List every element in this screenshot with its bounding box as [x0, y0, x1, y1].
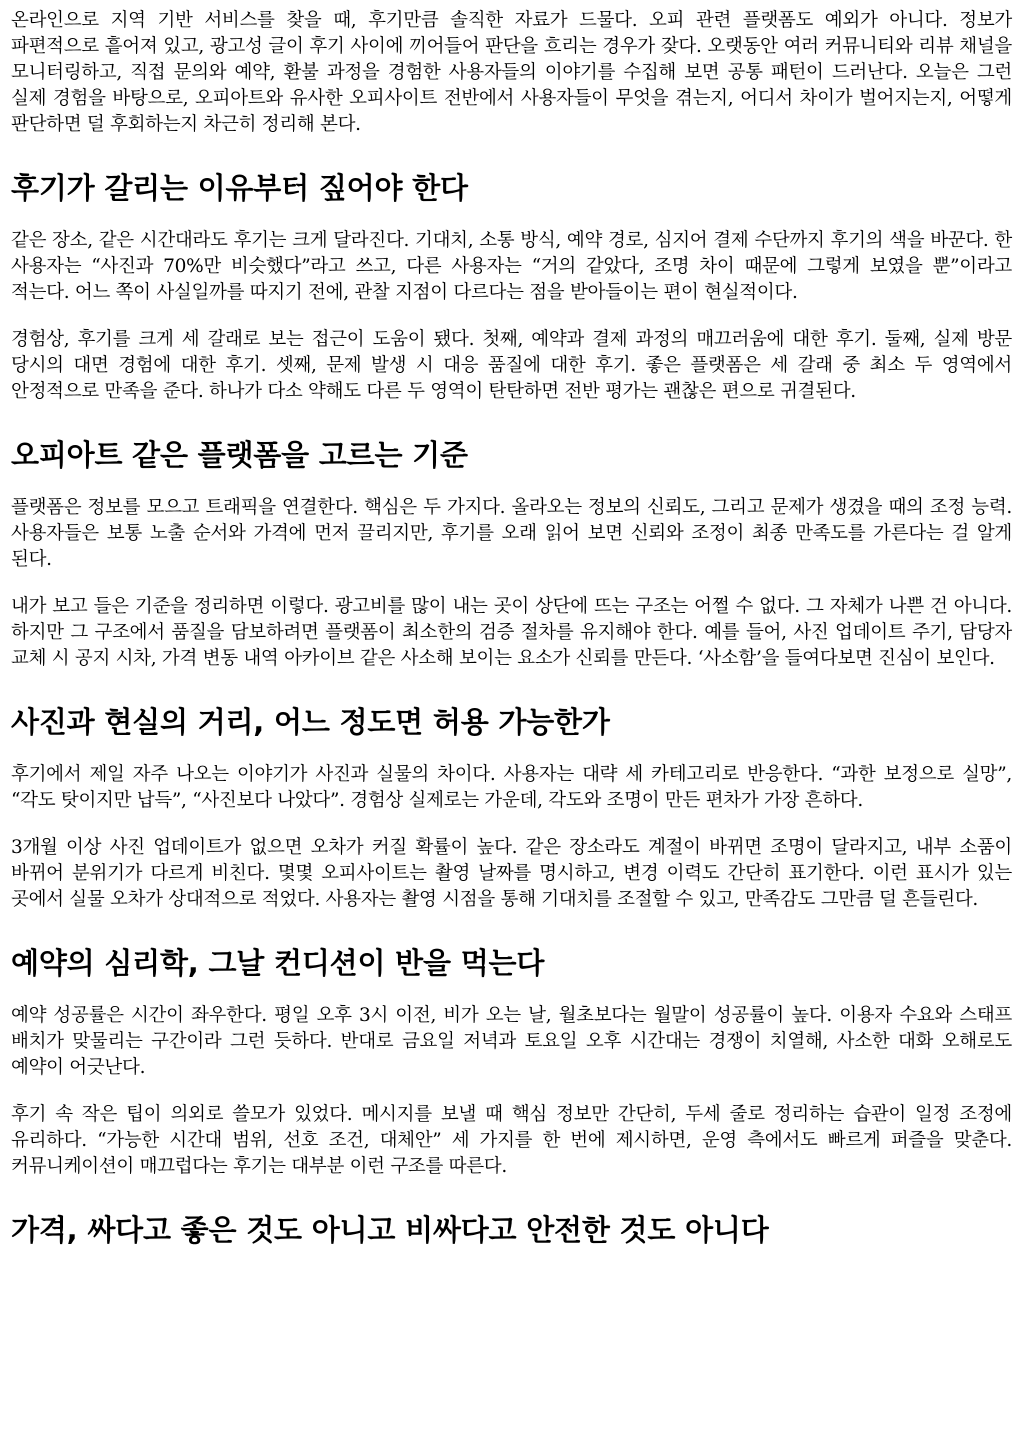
section-heading: 사진과 현실의 거리, 어느 정도면 허용 가능한가 — [11, 705, 610, 739]
body-paragraph: 후기에서 제일 자주 나오는 이야기가 사진과 실물의 차이다. 사용자는 대략 세 카테고리로 반응한다. “과한 보정으로 실망”, “각도 탓이지만 납득”, “사진보다 나았다”. 경험상 실제로는 가운데, 각도와 조명이 만든 편차가 가장 흔하다. — [11, 764, 1012, 811]
section-heading: 후기가 갈리는 이유부터 짚어야 한다 — [11, 171, 468, 205]
body-paragraph: 같은 장소, 같은 시간대라도 후기는 크게 달라진다. 기대치, 소통 방식, 예약 경로, 심지어 결제 수단까지 후기의 색을 바꾼다. 한 사용자는 “사진과 70%만 비슷했다”라고 쓰고, 다른 사용자는 “거의 같았다, 조명 차이 때문에 그렇게 보였을 뿐”이라고 적는다. 어느 쪽이 사실일까를 따지기 전에, 관찰 지점이 다르다는 점을 받아들이는 편이 현실적이다. — [11, 230, 1012, 303]
intro-paragraph: 온라인으로 지역 기반 서비스를 찾을 때, 후기만큼 솔직한 자료가 드물다. 오피 관련 플랫폼도 예외가 아니다. 정보가 파편적으로 흩어져 있고, 광고성 글이 후기 사이에 끼어들어 판단을 흐리는 경우가 잦다. 오랫동안 여러 커뮤니티와 리뷰 채널을 모니터링하고, 직접 문의와 예약, 환불 과정을 경험한 사용자들의 이야기를 수집해 보면 공통 패턴이 드러난다. 오늘은 그런 실제 경험을 바탕으로, 오피아트와 유사한 오피사이트 전반에서 사용자들이 무엇을 겪는지, 어디서 차이가 벌어지는지, 어떻게 판단하면 덜 후회하는지 차근히 정리해 본다. — [11, 10, 1012, 135]
section-heading: 가격, 싸다고 좋은 것도 아니고 비싸다고 안전한 것도 아니다 — [11, 1213, 769, 1247]
body-paragraph: 후기 속 작은 팁이 의외로 쓸모가 있었다. 메시지를 보낼 때 핵심 정보만 간단히, 두세 줄로 정리하는 습관이 일정 조정에 유리하다. “가능한 시간대 범위, 선호 조건, 대체안” 세 가지를 한 번에 제시하면, 운영 측에서도 빠르게 퍼즐을 맞춘다. 커뮤니케이션이 매끄럽다는 후기는 대부분 이런 구조를 따른다. — [11, 1104, 1012, 1177]
body-paragraph: 플랫폼은 정보를 모으고 트래픽을 연결한다. 핵심은 두 가지다. 올라오는 정보의 신뢰도, 그리고 문제가 생겼을 때의 조정 능력. 사용자들은 보통 노출 순서와 가격에 먼저 끌리지만, 후기를 오래 읽어 보면 신뢰와 조정이 최종 만족도를 가른다는 걸 알게 된다. — [11, 497, 1012, 570]
document-body — [11, 8, 1012, 1270]
body-paragraph: 경험상, 후기를 크게 세 갈래로 보는 접근이 도움이 됐다. 첫째, 예약과 결제 과정의 매끄러움에 대한 후기. 둘째, 실제 방문 당시의 대면 경험에 대한 후기. 셋째, 문제 발생 시 대응 품질에 대한 후기. 좋은 플랫폼은 세 갈래 중 최소 두 영역에서 안정적으로 만족을 준다. 하나가 다소 약해도 다른 두 영역이 탄탄하면 전반 평가는 괜찮은 편으로 귀결된다. — [11, 329, 1012, 402]
body-paragraph: 예약 성공률은 시간이 좌우한다. 평일 오후 3시 이전, 비가 오는 날, 월초보다는 월말이 성공률이 높다. 이용자 수요와 스태프 배치가 맞물리는 구간이라 그런 듯하다. 반대로 금요일 저녁과 토요일 오후 시간대는 경쟁이 치열해, 사소한 대화 오해로도 예약이 어긋난다. — [11, 1005, 1012, 1078]
body-paragraph: 내가 보고 들은 기준을 정리하면 이렇다. 광고비를 많이 내는 곳이 상단에 뜨는 구조는 어쩔 수 없다. 그 자체가 나쁜 건 아니다. 하지만 그 구조에서 품질을 담보하려면 플랫폼이 최소한의 검증 절차를 유지해야 한다. 예를 들어, 사진 업데이트 주기, 담당자 교체 시 공지 시차, 가격 변동 내역 아카이브 같은 사소해 보이는 요소가 신뢰를 만든다. ‘사소함’을 들여다보면 진심이 보인다. — [11, 596, 1012, 669]
section-heading: 예약의 심리학, 그날 컨디션이 반을 먹는다 — [11, 946, 545, 980]
section-heading: 오피아트 같은 플랫폼을 고르는 기준 — [11, 438, 468, 472]
body-paragraph: 3개월 이상 사진 업데이트가 없으면 오차가 커질 확률이 높다. 같은 장소라도 계절이 바뀌면 조명이 달라지고, 내부 소품이 바뀌어 분위기가 다르게 비친다. 몇몇 오피사이트는 촬영 날짜를 명시하고, 변경 이력도 간단히 표기한다. 이런 표시가 있는 곳에서 실물 오차가 상대적으로 적었다. 사용자는 촬영 시점을 통해 기대치를 조절할 수 있고, 만족감도 그만큼 덜 흔들린다. — [11, 837, 1012, 910]
